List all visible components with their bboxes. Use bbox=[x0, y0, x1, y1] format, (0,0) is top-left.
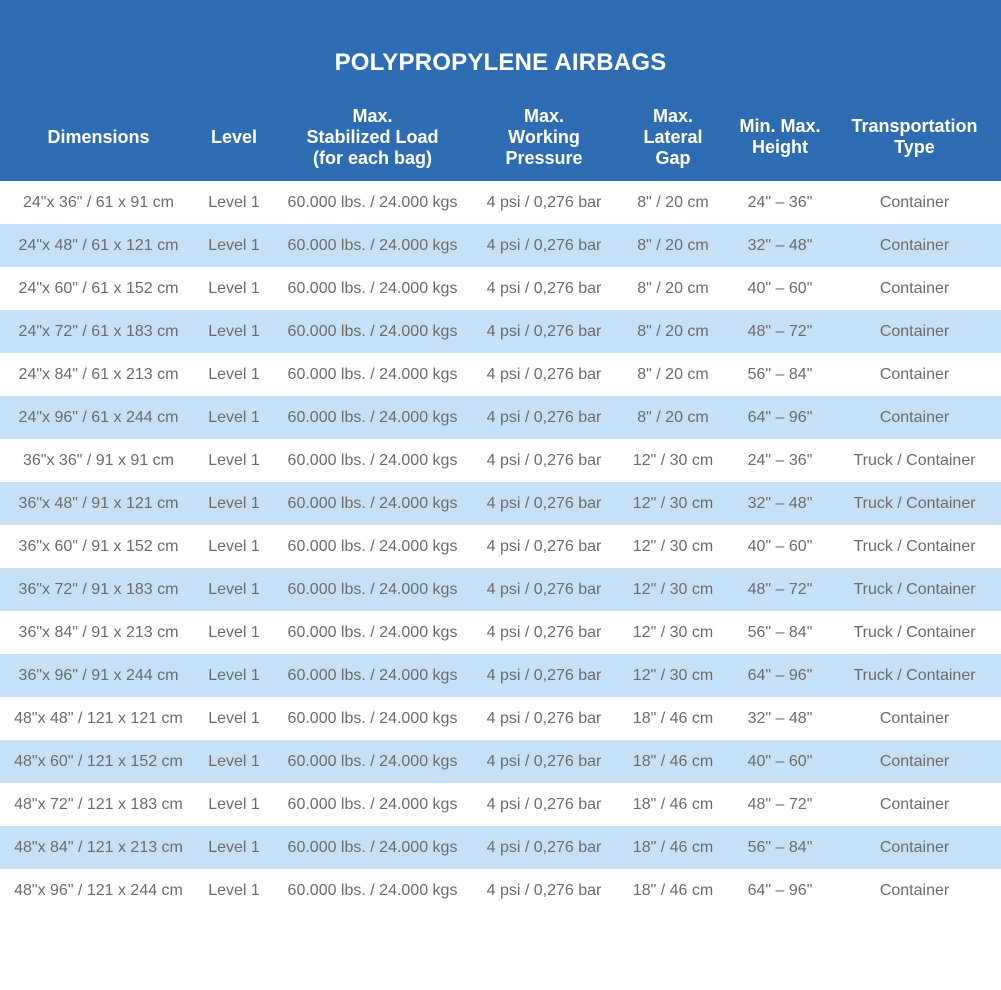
table-row bbox=[0, 611, 1001, 654]
working-pressure-cell: 4 psi / 0,276 bar bbox=[486, 710, 602, 727]
table-row bbox=[0, 439, 1001, 482]
lateral-gap-cell: 12" / 30 cm bbox=[632, 624, 714, 641]
table-row bbox=[0, 181, 1001, 224]
stabilized-load-cell: 60.000 lbs. / 24.000 kgs bbox=[287, 194, 458, 211]
height-cell: 32" – 48" bbox=[747, 495, 813, 512]
working-pressure-cell: 4 psi / 0,276 bar bbox=[486, 667, 602, 684]
dimensions-cell: 24"x 48" / 61 x 121 cm bbox=[18, 237, 179, 254]
table-row bbox=[0, 869, 1001, 912]
working-pressure-cell: 4 psi / 0,276 bar bbox=[486, 538, 602, 555]
height-cell: 40" – 60" bbox=[747, 538, 813, 555]
level-cell: Level 1 bbox=[208, 624, 260, 641]
transportation-type-cell: Container bbox=[879, 839, 950, 856]
level-cell: Level 1 bbox=[208, 882, 260, 899]
stabilized-load-cell: 60.000 lbs. / 24.000 kgs bbox=[287, 882, 458, 899]
working-pressure-cell: 4 psi / 0,276 bar bbox=[486, 581, 602, 598]
lateral-gap-cell: 18" / 46 cm bbox=[632, 839, 714, 856]
lateral-gap-cell: 12" / 30 cm bbox=[632, 538, 714, 555]
height-cell: 64" – 96" bbox=[747, 882, 813, 899]
lateral-gap-cell: 18" / 46 cm bbox=[632, 796, 714, 813]
dimensions-cell: 48"x 96" / 121 x 244 cm bbox=[14, 882, 183, 899]
dimensions-cell: 36"x 60" / 91 x 152 cm bbox=[18, 538, 179, 555]
lateral-gap-cell: 8" / 20 cm bbox=[637, 323, 709, 340]
dimensions-cell: 36"x 84" / 91 x 213 cm bbox=[18, 624, 179, 641]
working-pressure-cell: 4 psi / 0,276 bar bbox=[486, 280, 602, 297]
transportation-type-cell: Container bbox=[879, 409, 950, 426]
working-pressure-cell: 4 psi / 0,276 bar bbox=[486, 409, 602, 426]
lateral-gap-cell: 12" / 30 cm bbox=[632, 581, 714, 598]
working-pressure-cell: 4 psi / 0,276 bar bbox=[486, 839, 602, 856]
stabilized-load-cell: 60.000 lbs. / 24.000 kgs bbox=[287, 581, 458, 598]
transportation-type-cell: Truck / Container bbox=[853, 667, 976, 684]
dimensions-cell: 24"x 96" / 61 x 244 cm bbox=[18, 409, 179, 426]
level-cell: Level 1 bbox=[208, 280, 260, 297]
table-row bbox=[0, 697, 1001, 740]
height-cell: 56" – 84" bbox=[747, 839, 813, 856]
column-header-height: Min. Max. Height bbox=[739, 116, 821, 157]
table-row bbox=[0, 267, 1001, 310]
table-title: POLYPROPYLENE AIRBAGS bbox=[334, 49, 667, 76]
height-cell: 40" – 60" bbox=[747, 280, 813, 297]
column-header-transportation-type: Transportation Type bbox=[851, 116, 978, 157]
lateral-gap-cell: 12" / 30 cm bbox=[632, 667, 714, 684]
stabilized-load-cell: 60.000 lbs. / 24.000 kgs bbox=[287, 237, 458, 254]
transportation-type-cell: Container bbox=[879, 796, 950, 813]
transportation-type-cell: Container bbox=[879, 753, 950, 770]
dimensions-cell: 24"x 36" / 61 x 91 cm bbox=[23, 194, 174, 211]
dimensions-cell: 48"x 48" / 121 x 121 cm bbox=[14, 710, 183, 727]
lateral-gap-cell: 12" / 30 cm bbox=[632, 452, 714, 469]
stabilized-load-cell: 60.000 lbs. / 24.000 kgs bbox=[287, 710, 458, 727]
level-cell: Level 1 bbox=[208, 796, 260, 813]
height-cell: 64" – 96" bbox=[747, 409, 813, 426]
lateral-gap-cell: 8" / 20 cm bbox=[637, 237, 709, 254]
table-row bbox=[0, 525, 1001, 568]
working-pressure-cell: 4 psi / 0,276 bar bbox=[486, 882, 602, 899]
level-cell: Level 1 bbox=[208, 538, 260, 555]
table-row bbox=[0, 224, 1001, 267]
working-pressure-cell: 4 psi / 0,276 bar bbox=[486, 753, 602, 770]
working-pressure-cell: 4 psi / 0,276 bar bbox=[486, 323, 602, 340]
table-row bbox=[0, 310, 1001, 353]
stabilized-load-cell: 60.000 lbs. / 24.000 kgs bbox=[287, 323, 458, 340]
table-row bbox=[0, 783, 1001, 826]
column-header-level: Level bbox=[210, 126, 258, 147]
level-cell: Level 1 bbox=[208, 710, 260, 727]
transportation-type-cell: Truck / Container bbox=[853, 624, 976, 641]
stabilized-load-cell: 60.000 lbs. / 24.000 kgs bbox=[287, 624, 458, 641]
dimensions-cell: 48"x 84" / 121 x 213 cm bbox=[14, 839, 183, 856]
transportation-type-cell: Truck / Container bbox=[853, 495, 976, 512]
transportation-type-cell: Truck / Container bbox=[853, 581, 976, 598]
lateral-gap-cell: 8" / 20 cm bbox=[637, 194, 709, 211]
height-cell: 56" – 84" bbox=[747, 366, 813, 383]
working-pressure-cell: 4 psi / 0,276 bar bbox=[486, 624, 602, 641]
table-row bbox=[0, 826, 1001, 869]
level-cell: Level 1 bbox=[208, 581, 260, 598]
table-row bbox=[0, 353, 1001, 396]
stabilized-load-cell: 60.000 lbs. / 24.000 kgs bbox=[287, 796, 458, 813]
lateral-gap-cell: 8" / 20 cm bbox=[637, 366, 709, 383]
dimensions-cell: 36"x 36" / 91 x 91 cm bbox=[23, 452, 174, 469]
transportation-type-cell: Container bbox=[879, 280, 950, 297]
transportation-type-cell: Container bbox=[879, 237, 950, 254]
column-header-row bbox=[0, 104, 1001, 170]
table-row bbox=[0, 482, 1001, 525]
dimensions-cell: 36"x 48" / 91 x 121 cm bbox=[18, 495, 179, 512]
column-header-lateral-gap: Max. Lateral Gap bbox=[643, 105, 703, 168]
column-header-working-pressure: Max. Working Pressure bbox=[505, 105, 583, 168]
height-cell: 32" – 48" bbox=[747, 710, 813, 727]
level-cell: Level 1 bbox=[208, 366, 260, 383]
height-cell: 32" – 48" bbox=[747, 237, 813, 254]
working-pressure-cell: 4 psi / 0,276 bar bbox=[486, 495, 602, 512]
height-cell: 56" – 84" bbox=[747, 624, 813, 641]
stabilized-load-cell: 60.000 lbs. / 24.000 kgs bbox=[287, 667, 458, 684]
dimensions-cell: 36"x 72" / 91 x 183 cm bbox=[18, 581, 179, 598]
stabilized-load-cell: 60.000 lbs. / 24.000 kgs bbox=[287, 280, 458, 297]
lateral-gap-cell: 12" / 30 cm bbox=[632, 495, 714, 512]
working-pressure-cell: 4 psi / 0,276 bar bbox=[486, 194, 602, 211]
level-cell: Level 1 bbox=[208, 495, 260, 512]
working-pressure-cell: 4 psi / 0,276 bar bbox=[486, 366, 602, 383]
transportation-type-cell: Container bbox=[879, 710, 950, 727]
working-pressure-cell: 4 psi / 0,276 bar bbox=[486, 796, 602, 813]
dimensions-cell: 24"x 72" / 61 x 183 cm bbox=[18, 323, 179, 340]
transportation-type-cell: Truck / Container bbox=[853, 538, 976, 555]
stabilized-load-cell: 60.000 lbs. / 24.000 kgs bbox=[287, 753, 458, 770]
stabilized-load-cell: 60.000 lbs. / 24.000 kgs bbox=[287, 409, 458, 426]
stabilized-load-cell: 60.000 lbs. / 24.000 kgs bbox=[287, 839, 458, 856]
stabilized-load-cell: 60.000 lbs. / 24.000 kgs bbox=[287, 538, 458, 555]
lateral-gap-cell: 8" / 20 cm bbox=[637, 409, 709, 426]
table-row bbox=[0, 740, 1001, 783]
dimensions-cell: 24"x 60" / 61 x 152 cm bbox=[18, 280, 179, 297]
dimensions-cell: 36"x 96" / 91 x 244 cm bbox=[18, 667, 179, 684]
level-cell: Level 1 bbox=[208, 323, 260, 340]
level-cell: Level 1 bbox=[208, 409, 260, 426]
table-row bbox=[0, 396, 1001, 439]
height-cell: 24" – 36" bbox=[747, 194, 813, 211]
dimensions-cell: 48"x 72" / 121 x 183 cm bbox=[14, 796, 183, 813]
transportation-type-cell: Container bbox=[879, 366, 950, 383]
stabilized-load-cell: 60.000 lbs. / 24.000 kgs bbox=[287, 366, 458, 383]
table-body bbox=[0, 181, 1001, 912]
dimensions-cell: 48"x 60" / 121 x 152 cm bbox=[14, 753, 183, 770]
stabilized-load-cell: 60.000 lbs. / 24.000 kgs bbox=[287, 495, 458, 512]
level-cell: Level 1 bbox=[208, 194, 260, 211]
lateral-gap-cell: 18" / 46 cm bbox=[632, 753, 714, 770]
stabilized-load-cell: 60.000 lbs. / 24.000 kgs bbox=[287, 452, 458, 469]
transportation-type-cell: Truck / Container bbox=[853, 452, 976, 469]
table-header bbox=[0, 0, 1001, 181]
height-cell: 40" – 60" bbox=[747, 753, 813, 770]
height-cell: 48" – 72" bbox=[747, 581, 813, 598]
level-cell: Level 1 bbox=[208, 452, 260, 469]
lateral-gap-cell: 8" / 20 cm bbox=[637, 280, 709, 297]
height-cell: 48" – 72" bbox=[747, 796, 813, 813]
transportation-type-cell: Container bbox=[879, 882, 950, 899]
column-header-stabilized-load: Max. Stabilized Load (for each bag) bbox=[306, 105, 439, 168]
transportation-type-cell: Container bbox=[879, 194, 950, 211]
height-cell: 64" – 96" bbox=[747, 667, 813, 684]
table-row bbox=[0, 568, 1001, 611]
lateral-gap-cell: 18" / 46 cm bbox=[632, 882, 714, 899]
table-row bbox=[0, 654, 1001, 697]
height-cell: 24" – 36" bbox=[747, 452, 813, 469]
level-cell: Level 1 bbox=[208, 237, 260, 254]
level-cell: Level 1 bbox=[208, 667, 260, 684]
level-cell: Level 1 bbox=[208, 839, 260, 856]
lateral-gap-cell: 18" / 46 cm bbox=[632, 710, 714, 727]
working-pressure-cell: 4 psi / 0,276 bar bbox=[486, 452, 602, 469]
column-header-dimensions: Dimensions bbox=[47, 126, 150, 147]
dimensions-cell: 24"x 84" / 61 x 213 cm bbox=[18, 366, 179, 383]
height-cell: 48" – 72" bbox=[747, 323, 813, 340]
working-pressure-cell: 4 psi / 0,276 bar bbox=[486, 237, 602, 254]
transportation-type-cell: Container bbox=[879, 323, 950, 340]
level-cell: Level 1 bbox=[208, 753, 260, 770]
